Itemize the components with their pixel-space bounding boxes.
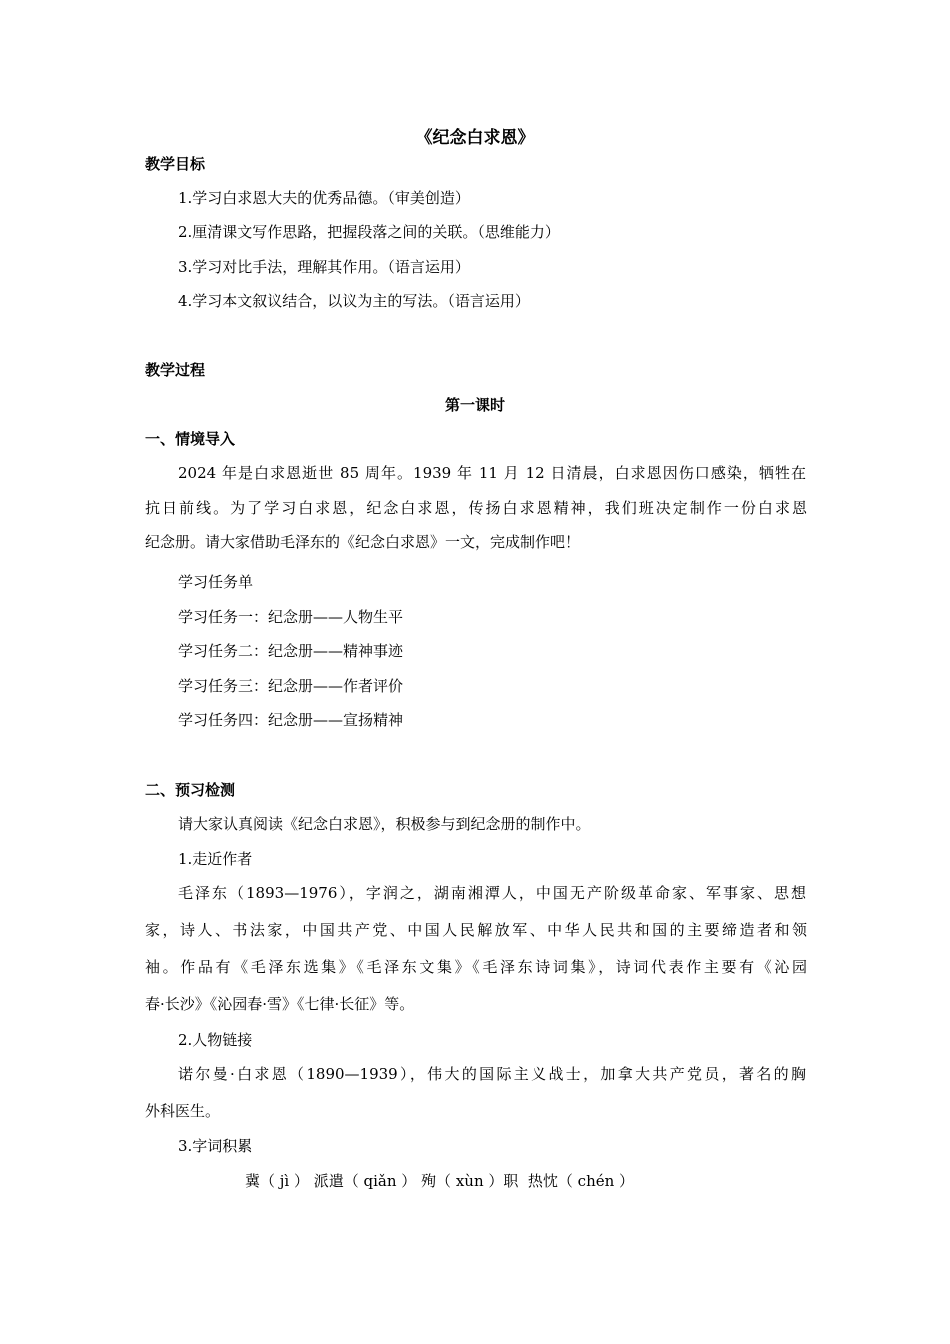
subheading-vocab: 3.字词积累 xyxy=(178,1137,253,1155)
lesson-heading: 第一课时 xyxy=(444,396,505,414)
document-title: 《纪念白求恩》 xyxy=(415,128,535,148)
objective-item: 2.厘清课文写作思路，把握段落之间的关联。（思维能力） xyxy=(178,223,560,241)
subheading-author: 1.走近作者 xyxy=(178,850,253,868)
objective-item: 3.学习对比手法，理解其作用。（语言运用） xyxy=(178,258,470,276)
paragraph-line: 抗日前线。为了学习白求恩，纪念白求恩，传扬白求恩精神，我们班决定制作一份白求恩 xyxy=(145,499,807,517)
task-item: 学习任务三：纪念册——作者评价 xyxy=(178,677,404,695)
author-line: 家，诗人、书法家，中国共产党、中国人民解放军、中华人民共和国的主要缔造者和领 xyxy=(145,921,807,939)
task-item: 学习任务四：纪念册——宣扬精神 xyxy=(178,711,404,729)
person-line: 诺尔曼·白求恩（1890—1939），伟大的国际主义战士，加拿大共产党员，著名的胸 xyxy=(178,1065,806,1083)
paragraph-line: 2024 年是白求恩逝世 85 周年。1939 年 11 月 12 日清晨，白求恩因伤口感染，牺牲在 xyxy=(178,464,806,482)
objectives-heading: 教学目标 xyxy=(145,155,206,173)
section2-intro: 请大家认真阅读《纪念白求恩》，积极参与到纪念册的制作中。 xyxy=(178,815,591,833)
author-line: 袖。作品有《毛泽东选集》《毛泽东文集》《毛泽东诗词集》，诗词代表作主要有《沁园 xyxy=(145,958,807,976)
process-heading: 教学过程 xyxy=(145,361,206,379)
section1-heading: 一、情境导入 xyxy=(145,430,236,448)
objective-item: 1.学习白求恩大夫的优秀品德。（审美创造） xyxy=(178,189,470,207)
task-item: 学习任务二：纪念册——精神事迹 xyxy=(178,642,404,660)
objective-item: 4.学习本文叙议结合，以议为主的写法。（语言运用） xyxy=(178,292,530,310)
person-line: 外科医生。 xyxy=(145,1102,221,1120)
task-list-title: 学习任务单 xyxy=(178,573,254,591)
author-line: 毛泽东（1893—1976），字润之，湖南湘潭人，中国无产阶级革命家、军事家、思想 xyxy=(178,884,806,902)
task-item: 学习任务一：纪念册——人物生平 xyxy=(178,608,404,626)
subheading-person: 2.人物链接 xyxy=(178,1031,253,1049)
section2-heading: 二、预习检测 xyxy=(145,781,236,799)
paragraph-line: 纪念册。请大家借助毛泽东的《纪念白求恩》一文，完成制作吧！ xyxy=(145,533,581,551)
author-line: 春·长沙》《沁园春·雪》《七律·长征》等。 xyxy=(145,995,415,1013)
vocab-line: 冀（ jì ） 派遣（ qiǎn ） 殉（ xùn ）职 热忱（ chén ） xyxy=(245,1172,635,1190)
